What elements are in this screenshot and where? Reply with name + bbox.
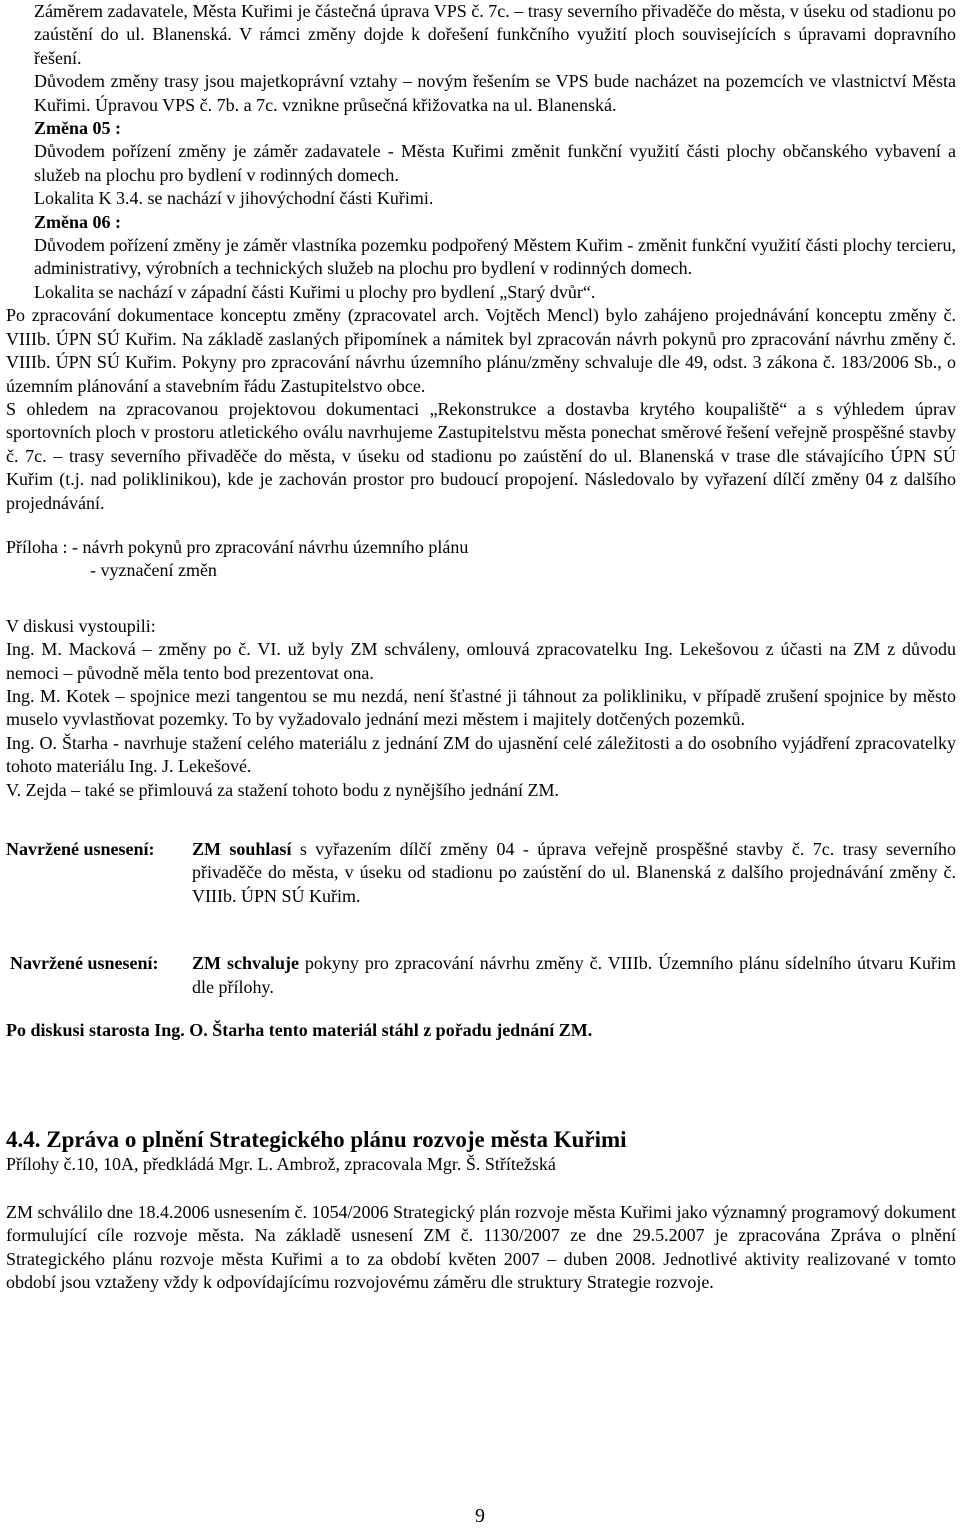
discussion-item: Ing. O. Štarha - navrhuje stažení celého materiálu z jednání ZM do ujasnění celé záležitosti a do osobního vyjádření zpracovatelky tohoto materiálu Ing. J. Lekešové. bbox=[6, 732, 956, 777]
discussion-item: Ing. M. Kotek – spojnice mezi tangentou se mu nezdá, není šťastné ji táhnout za polikliniku, v případě zrušení spojnice by město muselo vyvlastňovat pozemky. To by vyžadovalo jednání mezi městem i majitely dotčených pozemků. bbox=[6, 685, 956, 730]
resolution-2 bbox=[6, 952, 956, 999]
zmena-05-title: Změna 05 : bbox=[34, 118, 121, 139]
resolution-body: s vyřazením dílčí změny 04 - úprava veřejně prospěšné stavby č. 7c. trasy severního přivaděče do města, v úseku od stadionu po zaústění do ul. Blanenská z dalšího projednávání změny č. VIIIb. ÚPN SÚ Kuřim. bbox=[192, 839, 957, 906]
resolution-text bbox=[192, 838, 956, 908]
proposal-paragraph: S ohledem na zpracovanou projektovou dokumentaci „Rekonstrukce a dostavba krytého koupaliště“ a s výhledem úprav sportovních ploch v prostoru atletického oválu navrhujeme Zastupitelstvu města ponechat směrové řešení veřejně prospěšné stavby č. 7c. – trasy severního přivaděče do města, v úseku od stadionu po zaústění do ul. Blanenská v trase dle stávajícího ÚPN SÚ Kuřim (t.j. nad poliklinikou), kde je zachován prostor pro budoucí propojení. Následovalo by vyřazení dílčí změny 04 z dalšího projednávání. bbox=[6, 398, 956, 513]
resolution-text bbox=[192, 952, 956, 999]
resolution-label: Navržené usnesení: bbox=[10, 953, 159, 974]
section-text: ZM schválilo dne 18.4.2006 usnesením č. 1054/2006 Strategický plán rozvoje města Kuřimi jako významný programový dokument formulující cíle rozvoje města. Na základě usnesení ZM č. 1130/2007 ze dne 29.5.2007 je zpracována Zpráva o plnění Strategického plánu rozvoje města Kuřimi a to za období květen 2007 – duben 2008. Jednotlivé aktivity realizované v tomto období jsou vztaženy vždy k odpovídajícímu rozvojovému záměru dle struktury Strategie rozvoje. bbox=[6, 1201, 956, 1293]
intro-paragraph-1: Záměrem zadavatele, Města Kuřimi je částečná úprava VPS č. 7c. – trasy severního přivaděče do města, v úseku od stadionu po zaústění do ul. Blanenská. V rámci změny dojde k dořešení funkčního využití ploch souvisejících s úpravami dopravního řešení. bbox=[34, 1, 956, 68]
document-page bbox=[6, 0, 956, 1294]
resolution-body: pokyny pro zpracování návrhu změny č. VIIIb. Územního plánu sídelního útvaru Kuřim dle přílohy. bbox=[192, 953, 956, 997]
zmena-06-text: Důvodem pořízení změny je záměr vlastníka pozemku podpořený Městem Kuřim - změnit funkční využití části plochy tercieru, administrativy, výrobních a technických služeb na plochu pro bydlení v rodinných domech. bbox=[34, 235, 956, 279]
discussion-block bbox=[6, 615, 956, 802]
resolution-verb: ZM souhlasí bbox=[192, 839, 292, 859]
section-heading: 4.4. Zpráva o plnění Strategického plánu rozvoje města Kuřimi bbox=[6, 1127, 627, 1153]
resolution-1 bbox=[6, 838, 956, 908]
zmena-05-text: Důvodem pořízení změny je záměr zadavatele - Města Kuřimi změnit funkční využití části plochy občanského vybavení a služeb na plochu pro bydlení v rodinných domech. bbox=[34, 141, 956, 185]
attachment-block bbox=[6, 536, 956, 583]
attachment-line-1: Příloha : - návrh pokynů pro zpracování návrhu územního plánu bbox=[6, 536, 469, 557]
page-number: 9 bbox=[475, 1505, 485, 1527]
processing-paragraph: Po zpracování dokumentace konceptu změny (zpracovatel arch. Vojtěch Mencl) bylo zahájeno projednávání konceptu změny č. VIIIb. ÚPN SÚ Kuřim. Na základě zaslaných připomínek a námitek byl zpracován návrh pokynů pro zpracování návrhu změny č. VIIIb. ÚPN SÚ Kuřim. Pokyny pro zpracování návrhu územního plánu/změny schvaluje dle 49, odst. 3 zákona č. 183/2006 Sb., o územním plánování a stavebním řádu Zastupitelstvo obce. bbox=[6, 305, 956, 396]
section-meta: Přílohy č.10, 10A, předkládá Mgr. L. Ambrož, zpracovala Mgr. Š. Střítežská bbox=[6, 1154, 556, 1175]
zmena-06-location: Lokalita se nachází v západní části Kuřimi u plochy pro bydlení „Starý dvůr“. bbox=[34, 281, 596, 302]
zmena-05-location: Lokalita K 3.4. se nachází v jihovýchodní části Kuřimi. bbox=[34, 188, 434, 209]
discussion-item: Ing. M. Macková – změny po č. VI. už byly ZM schváleny, omlouvá zpracovatelku Ing. Lekešovou z účasti na ZM z důvodu nemoci – původně měla tento bod prezentovat ona. bbox=[6, 639, 956, 683]
discussion-item: V. Zejda – také se přimlouvá za stažení tohoto bodu z nynějšího jednání ZM. bbox=[6, 779, 560, 800]
attachment-line-2: - vyznačení změn bbox=[90, 560, 217, 581]
discussion-title: V diskusi vystoupili: bbox=[6, 615, 156, 636]
resolution-verb: ZM schvaluje bbox=[192, 953, 299, 974]
withdrawn-note: Po diskusi starosta Ing. O. Štarha tento materiál stáhl z pořadu jednání ZM. bbox=[6, 1020, 593, 1041]
intro-paragraph-2: Důvodem změny trasy jsou majetkoprávní vztahy – novým řešením se VPS bude nacházet na pozemcích ve vlastnictví Města Kuřimi. Úpravou VPS č. 7b. a 7c. vznikne průsečná křižovatka na ul. Blanenská. bbox=[34, 71, 956, 115]
zmena-06-title: Změna 06 : bbox=[34, 211, 121, 232]
resolution-label: Navržené usnesení: bbox=[6, 839, 155, 859]
